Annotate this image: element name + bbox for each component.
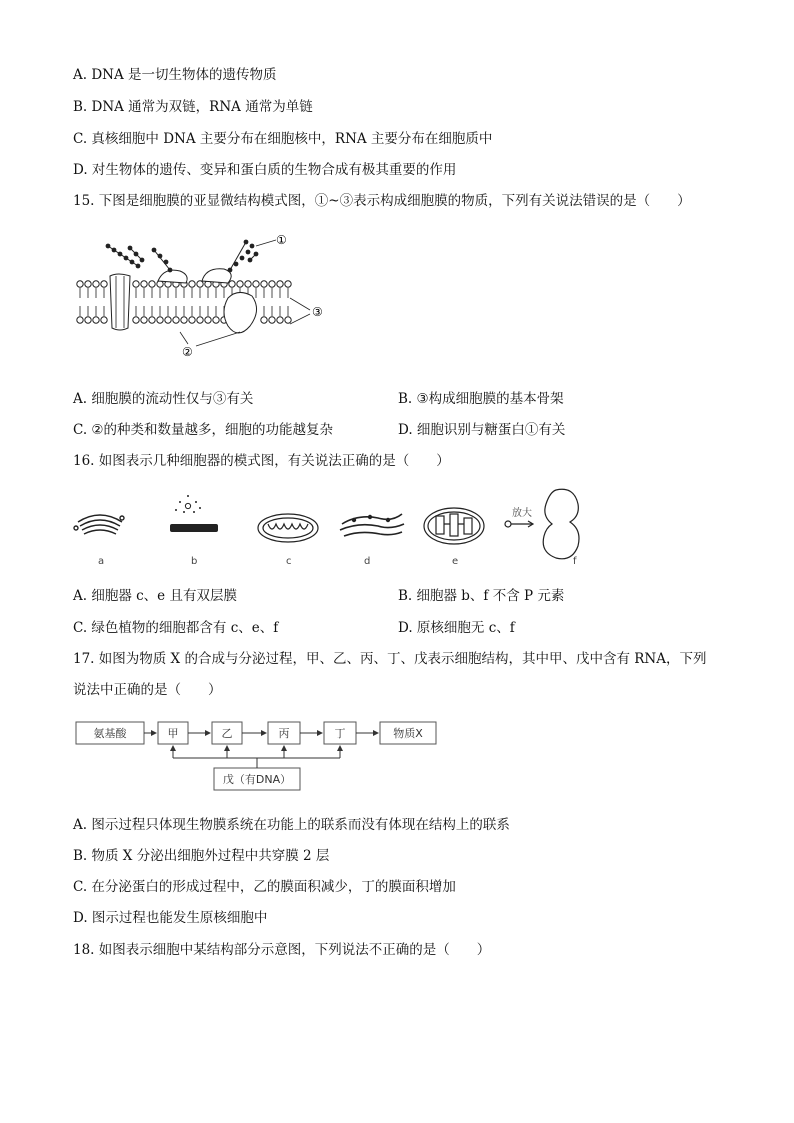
- q17-option-d: D. 图示过程也能发生原核细胞中: [73, 910, 268, 926]
- flow-box-ding: 丁: [334, 727, 346, 740]
- flow-box-wu: 戊（有DNA）: [222, 773, 292, 786]
- organelle-f: [505, 489, 579, 559]
- membrane-label-1: ①: [276, 233, 287, 247]
- membrane-label-2: ②: [182, 345, 193, 359]
- q14-option-a: A. DNA 是一切生物体的遗传物质: [73, 67, 277, 83]
- q17-stem-line2: 说法中正确的是（ ）: [73, 682, 222, 698]
- flow-box-jia: 甲: [167, 727, 179, 740]
- zoom-label: 放大: [512, 508, 532, 519]
- q18-stem: 18. 如图表示细胞中某结构部分示意图，下列说法不正确的是（ ）: [73, 942, 491, 958]
- q16-option-d: D. 原核细胞无 c、f: [398, 620, 515, 636]
- q14-option-c: C. 真核细胞中 DNA 主要分布在细胞核中，RNA 主要分布在细胞质中: [73, 131, 493, 147]
- q16-option-b: B. 细胞器 b、f 不含 P 元素: [398, 588, 565, 604]
- organelle-label-a: a: [98, 556, 105, 567]
- q15-stem: 15. 下图是细胞膜的亚显微结构模式图，①~③表示构成细胞膜的物质，下列有关说法错误的是（ ）: [73, 193, 691, 209]
- organelle-label-e: e: [452, 556, 459, 567]
- q17-option-c: C. 在分泌蛋白的形成过程中，乙的膜面积减少，丁的膜面积增加: [73, 879, 456, 895]
- q17-option-a: A. 图示过程只体现生物膜系统在功能上的联系而没有体现在结构上的联系: [73, 817, 510, 833]
- organelle-label-d: d: [364, 556, 371, 567]
- organelle-label-f: f: [573, 556, 577, 567]
- organelle-label-c: c: [286, 556, 292, 567]
- organelle-c-mitochondrion: [258, 514, 318, 542]
- secretion-flow-diagram: [74, 718, 444, 796]
- organelle-label-b: b: [191, 556, 198, 567]
- q15-option-d: D. 细胞识别与糖蛋白①有关: [398, 422, 566, 438]
- q16-option-a: A. 细胞器 c、e 且有双层膜: [73, 588, 237, 604]
- q16-stem: 16. 如图表示几种细胞器的模式图，有关说法正确的是（ ）: [73, 453, 450, 469]
- flow-box-amino-acid: 氨基酸: [93, 727, 127, 740]
- organelle-e-chloroplast: [424, 508, 484, 544]
- q15-option-a: A. 细胞膜的流动性仅与③有关: [73, 391, 254, 407]
- organelle-a-golgi: [74, 515, 124, 534]
- organelle-b: [170, 495, 218, 532]
- flow-box-yi: 乙: [221, 727, 233, 740]
- cell-membrane-figure: [70, 228, 340, 363]
- q14-option-b: B. DNA 通常为双链，RNA 通常为单链: [73, 99, 313, 115]
- organelle-d-er: [340, 514, 404, 536]
- membrane-label-3: ③: [312, 305, 323, 319]
- q17-option-b: B. 物质 X 分泌出细胞外过程中共穿膜 2 层: [73, 848, 330, 864]
- q15-option-b: B. ③构成细胞膜的基本骨架: [398, 391, 564, 407]
- flow-box-substance-x: 物质X: [393, 727, 423, 740]
- organelles-figure: [70, 484, 590, 570]
- flow-box-bing: 丙: [278, 727, 290, 740]
- q14-option-d: D. 对生物体的遗传、变异和蛋白质的生物合成有极其重要的作用: [73, 162, 457, 178]
- q15-option-c: C. ②的种类和数量越多，细胞的功能越复杂: [73, 422, 334, 438]
- q16-option-c: C. 绿色植物的细胞都含有 c、e、f: [73, 620, 279, 636]
- q17-stem-line1: 17. 如图为物质 X 的合成与分泌过程，甲、乙、丙、丁、戊表示细胞结构，其中甲、戊中含有 RNA，下列: [73, 651, 707, 667]
